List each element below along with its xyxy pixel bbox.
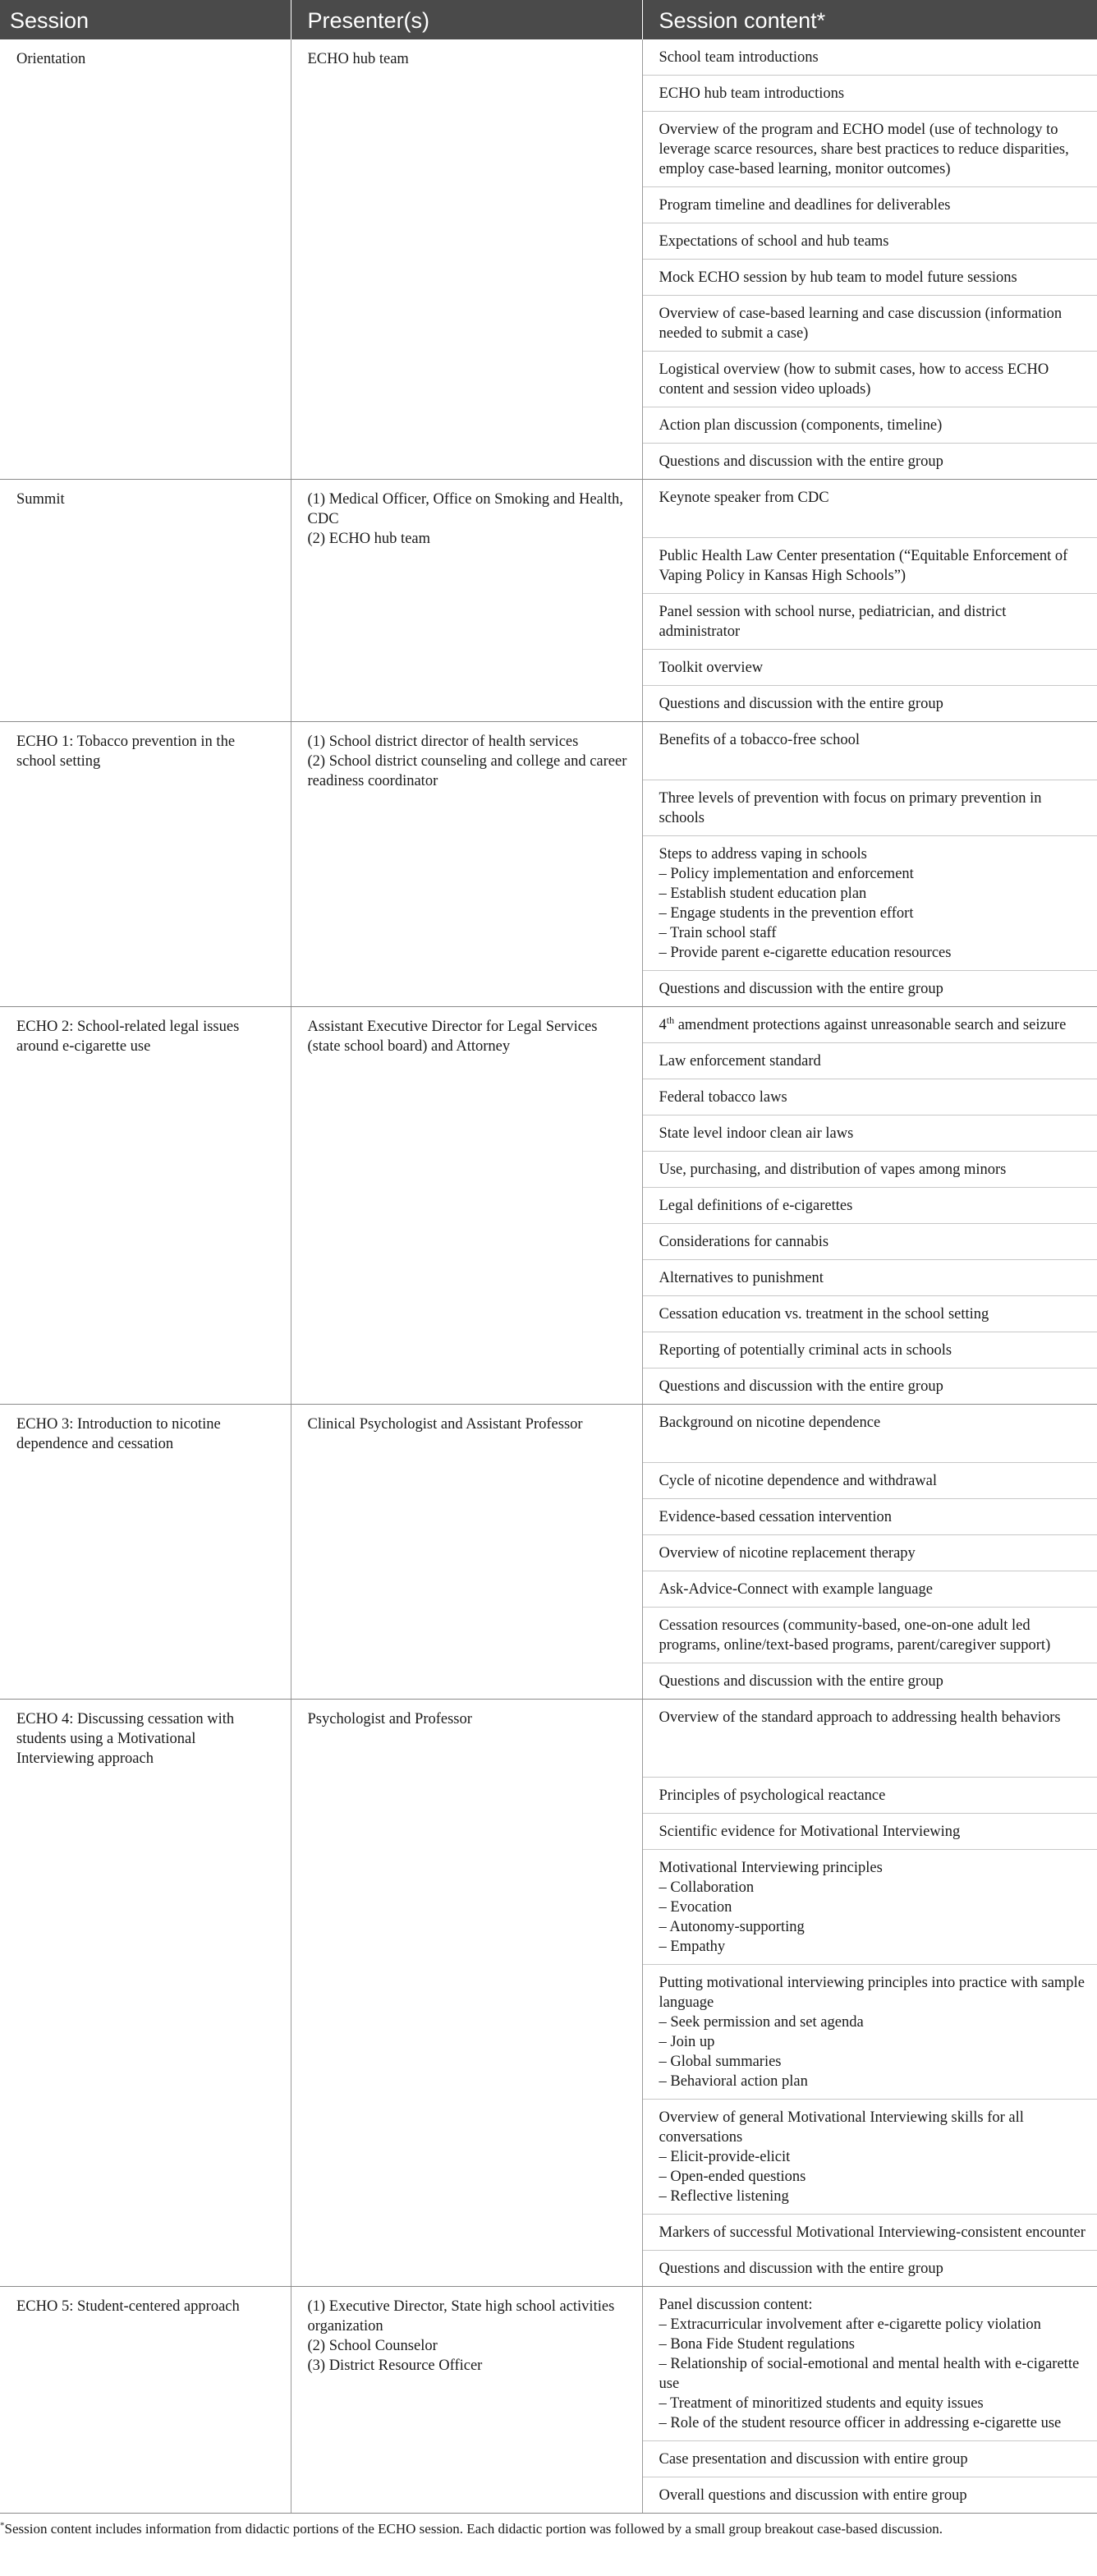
content-item bbox=[643, 444, 1097, 479]
content-text: Putting motivational interviewing principles into practice with sample language bbox=[659, 1975, 1085, 2011]
session-name: ECHO 1: Tobacco prevention in the school setting bbox=[0, 722, 291, 1007]
content-bullet: – Evocation bbox=[659, 1899, 732, 1916]
content-text: Cessation education vs. treatment in the school setting bbox=[659, 1306, 989, 1322]
content-bullet: – Collaboration bbox=[659, 1879, 755, 1896]
session-content-cell bbox=[642, 1405, 1097, 1700]
content-item bbox=[643, 650, 1097, 686]
content-text: School team introductions bbox=[659, 49, 819, 66]
content-item bbox=[643, 1260, 1097, 1296]
presenter: (2) School Counselor bbox=[307, 2338, 438, 2354]
content-text: Background on nicotine dependence bbox=[659, 1414, 881, 1431]
session-content-cell bbox=[642, 2287, 1097, 2514]
content-text: Ask-Advice-Connect with example language bbox=[659, 1581, 933, 1598]
footnote-text: Session content includes information from didactic portions of the ECHO session. Each didactic portion was followed by a small group breakout case-based discussion. bbox=[4, 2521, 943, 2537]
presenter: Psychologist and Professor bbox=[307, 1711, 472, 1727]
content-text: Questions and discussion with the entire group bbox=[659, 981, 943, 997]
content-item bbox=[643, 1850, 1097, 1965]
content-text: Legal definitions of e-cigarettes bbox=[659, 1198, 853, 1214]
content-text: Expectations of school and hub teams bbox=[659, 233, 889, 250]
content-item bbox=[643, 1700, 1097, 1778]
table-footnote bbox=[0, 2520, 1097, 2538]
table-row bbox=[0, 1405, 1097, 1700]
content-item bbox=[643, 686, 1097, 721]
content-text: Cessation resources (community-based, one-on-one adult led programs, online/text-based programs, parent/caregiver support) bbox=[659, 1617, 1051, 1654]
content-text: Overview of general Motivational Interviewing skills for all conversations bbox=[659, 2109, 1024, 2146]
table-row bbox=[0, 1007, 1097, 1405]
content-item bbox=[643, 1296, 1097, 1332]
content-text: Questions and discussion with the entire group bbox=[659, 1378, 943, 1395]
content-item bbox=[643, 1778, 1097, 1814]
content-text: Action plan discussion (components, timeline) bbox=[659, 417, 943, 434]
content-item bbox=[643, 296, 1097, 352]
content-text: Overview of case-based learning and case discussion (information needed to submit a case) bbox=[659, 306, 1063, 342]
content-item bbox=[643, 971, 1097, 1006]
table-row bbox=[0, 722, 1097, 1007]
presenter: (1) Executive Director, State high school activities organization bbox=[307, 2298, 615, 2334]
presenter: Clinical Psychologist and Assistant Professor bbox=[307, 1416, 583, 1433]
content-item bbox=[643, 1965, 1097, 2100]
session-name: ECHO 3: Introduction to nicotine dependence and cessation bbox=[0, 1405, 291, 1700]
content-bullet: – Autonomy-supporting bbox=[659, 1919, 805, 1935]
content-bullet: – Extracurricular involvement after e-cigarette policy violation bbox=[659, 2316, 1041, 2333]
content-item bbox=[643, 407, 1097, 444]
content-text: Questions and discussion with the entire group bbox=[659, 453, 943, 470]
content-bullet: – Treatment of minoritized students and equity issues bbox=[659, 2395, 984, 2412]
content-item bbox=[643, 1663, 1097, 1699]
table-row bbox=[0, 1700, 1097, 2287]
session-content-cell bbox=[642, 1007, 1097, 1405]
presenters-cell bbox=[291, 2287, 642, 2514]
content-text: Alternatives to punishment bbox=[659, 1270, 824, 1286]
content-text: Overall questions and discussion with entire group bbox=[659, 2487, 967, 2504]
presenter: ECHO hub team bbox=[307, 51, 409, 67]
session-name: ECHO 5: Student-centered approach bbox=[0, 2287, 291, 2514]
content-text: Mock ECHO session by hub team to model future sessions bbox=[659, 269, 1017, 286]
content-text: Motivational Interviewing principles bbox=[659, 1860, 883, 1876]
content-text: Steps to address vaping in schools bbox=[659, 846, 867, 862]
content-text: Cycle of nicotine dependence and withdrawal bbox=[659, 1473, 938, 1489]
session-content-cell bbox=[642, 1700, 1097, 2287]
content-text: Reporting of potentially criminal acts in schools bbox=[659, 1342, 952, 1359]
content-bullet: – Seek permission and set agenda bbox=[659, 2014, 864, 2031]
content-text: Program timeline and deadlines for deliverables bbox=[659, 197, 951, 214]
content-text: Considerations for cannabis bbox=[659, 1234, 829, 1250]
presenters-cell bbox=[291, 480, 642, 722]
content-bullet: – Join up bbox=[659, 2034, 715, 2050]
content-bullet: – Establish student education plan bbox=[659, 886, 867, 902]
content-bullet: – Provide parent e-cigarette education resources bbox=[659, 945, 952, 961]
content-text: Principles of psychological reactance bbox=[659, 1787, 886, 1804]
footnote-mark: * bbox=[0, 2520, 5, 2531]
content-text-number: 4 bbox=[659, 1017, 667, 1033]
session-name: ECHO 2: School-related legal issues around e-cigarette use bbox=[0, 1007, 291, 1405]
content-bullet: – Global summaries bbox=[659, 2054, 782, 2070]
presenter: Assistant Executive Director for Legal Services (state school board) and Attorney bbox=[307, 1019, 598, 1055]
content-item bbox=[643, 2441, 1097, 2477]
content-item bbox=[643, 2100, 1097, 2215]
content-bullet: – Elicit-provide-elicit bbox=[659, 2149, 791, 2165]
content-item bbox=[643, 780, 1097, 836]
content-item bbox=[643, 1814, 1097, 1850]
presenter: (3) District Resource Officer bbox=[307, 2358, 483, 2374]
content-item bbox=[643, 1079, 1097, 1116]
content-item bbox=[643, 1043, 1097, 1079]
session-content-cell bbox=[642, 39, 1097, 480]
content-item bbox=[643, 2287, 1097, 2441]
content-text: Case presentation and discussion with entire group bbox=[659, 2451, 968, 2468]
content-text: Keynote speaker from CDC bbox=[659, 490, 829, 506]
content-item bbox=[643, 39, 1097, 76]
content-item bbox=[643, 836, 1097, 971]
content-text: Markers of successful Motivational Interviewing-consistent encounter bbox=[659, 2224, 1086, 2241]
content-item bbox=[643, 1188, 1097, 1224]
content-text: Federal tobacco laws bbox=[659, 1089, 787, 1106]
content-item bbox=[643, 722, 1097, 780]
content-text: Law enforcement standard bbox=[659, 1053, 821, 1070]
content-text: Three levels of prevention with focus on primary prevention in schools bbox=[659, 790, 1042, 826]
content-item bbox=[643, 1571, 1097, 1608]
content-text: Toolkit overview bbox=[659, 660, 764, 676]
content-item bbox=[643, 352, 1097, 407]
content-item bbox=[643, 2477, 1097, 2513]
ordinal-suffix: th bbox=[666, 1014, 675, 1026]
content-item bbox=[643, 1152, 1097, 1188]
content-bullet: – Reflective listening bbox=[659, 2188, 789, 2205]
header-session-content: Session content* bbox=[642, 0, 1097, 39]
presenters-cell bbox=[291, 1007, 642, 1405]
content-text: Evidence-based cessation intervention bbox=[659, 1509, 893, 1525]
content-item bbox=[643, 1224, 1097, 1260]
presenter: (1) School district director of health services bbox=[307, 734, 579, 750]
content-item bbox=[643, 1332, 1097, 1368]
content-text: Use, purchasing, and distribution of vapes among minors bbox=[659, 1162, 1007, 1178]
content-text: Questions and discussion with the entire group bbox=[659, 696, 943, 712]
content-text: Scientific evidence for Motivational Interviewing bbox=[659, 1824, 961, 1840]
content-text: Questions and discussion with the entire group bbox=[659, 1673, 943, 1690]
content-item bbox=[643, 76, 1097, 112]
content-text: Panel discussion content: bbox=[659, 2297, 813, 2313]
content-text: State level indoor clean air laws bbox=[659, 1125, 854, 1142]
content-text: Questions and discussion with the entire group bbox=[659, 2261, 943, 2277]
content-item bbox=[643, 112, 1097, 187]
presenters-cell bbox=[291, 39, 642, 480]
table-row bbox=[0, 480, 1097, 722]
content-item bbox=[643, 1116, 1097, 1152]
content-item bbox=[643, 1499, 1097, 1535]
content-text: Panel session with school nurse, pediatrician, and district administrator bbox=[659, 604, 1007, 640]
presenter: (2) ECHO hub team bbox=[307, 531, 431, 547]
content-text: ECHO hub team introductions bbox=[659, 85, 845, 102]
content-bullet: – Open-ended questions bbox=[659, 2169, 806, 2185]
content-text: Public Health Law Center presentation (“Equitable Enforcement of Vaping Policy in Kansas High Schools”) bbox=[659, 548, 1068, 584]
content-bullet: – Train school staff bbox=[659, 925, 777, 941]
table-body bbox=[0, 39, 1097, 2514]
session-name: ECHO 4: Discussing cessation with students using a Motivational Interviewing approach bbox=[0, 1700, 291, 2287]
content-item bbox=[643, 1535, 1097, 1571]
session-content-cell bbox=[642, 722, 1097, 1007]
content-bullet: – Role of the student resource officer in addressing e-cigarette use bbox=[659, 2415, 1062, 2431]
content-item bbox=[643, 260, 1097, 296]
content-item bbox=[643, 480, 1097, 538]
presenters-cell bbox=[291, 722, 642, 1007]
content-item bbox=[643, 1405, 1097, 1463]
session-content-cell bbox=[642, 480, 1097, 722]
content-item bbox=[643, 223, 1097, 260]
content-item bbox=[643, 2215, 1097, 2251]
content-text: amendment protections against unreasonable search and seizure bbox=[674, 1017, 1067, 1033]
content-item bbox=[643, 1007, 1097, 1043]
presenters-cell bbox=[291, 1700, 642, 2287]
content-text: Overview of nicotine replacement therapy bbox=[659, 1545, 916, 1562]
content-bullet: – Empathy bbox=[659, 1939, 726, 1955]
content-bullet: – Relationship of social-emotional and mental health with e-cigarette use bbox=[659, 2356, 1080, 2392]
content-text: Benefits of a tobacco-free school bbox=[659, 732, 861, 748]
table-header-row bbox=[0, 0, 1097, 39]
content-item bbox=[643, 538, 1097, 594]
content-item bbox=[643, 1608, 1097, 1663]
content-item bbox=[643, 594, 1097, 650]
header-presenters: Presenter(s) bbox=[291, 0, 642, 39]
content-item bbox=[643, 1463, 1097, 1499]
content-bullet: – Policy implementation and enforcement bbox=[659, 866, 914, 882]
content-bullet: – Bona Fide Student regulations bbox=[659, 2336, 855, 2353]
content-item bbox=[643, 1368, 1097, 1404]
session-name: Summit bbox=[0, 480, 291, 722]
presenters-cell bbox=[291, 1405, 642, 1700]
content-bullet: – Engage students in the prevention effort bbox=[659, 905, 914, 922]
content-item bbox=[643, 187, 1097, 223]
content-item bbox=[643, 2251, 1097, 2286]
content-text: Overview of the standard approach to addressing health behaviors bbox=[659, 1709, 1061, 1726]
table-row bbox=[0, 39, 1097, 480]
content-text: Overview of the program and ECHO model (use of technology to leverage scarce resources, share best practices to reduce disparities, employ case-based learning, monitor outcomes) bbox=[659, 122, 1069, 177]
presenter: (1) Medical Officer, Office on Smoking and Health, CDC bbox=[307, 491, 623, 527]
header-session: Session bbox=[0, 0, 291, 39]
table-row bbox=[0, 2287, 1097, 2514]
session-name: Orientation bbox=[0, 39, 291, 480]
presenter: (2) School district counseling and college and career readiness coordinator bbox=[307, 753, 627, 789]
content-text: Logistical overview (how to submit cases, how to access ECHO content and session video uploads) bbox=[659, 361, 1049, 398]
content-bullet: – Behavioral action plan bbox=[659, 2073, 808, 2090]
